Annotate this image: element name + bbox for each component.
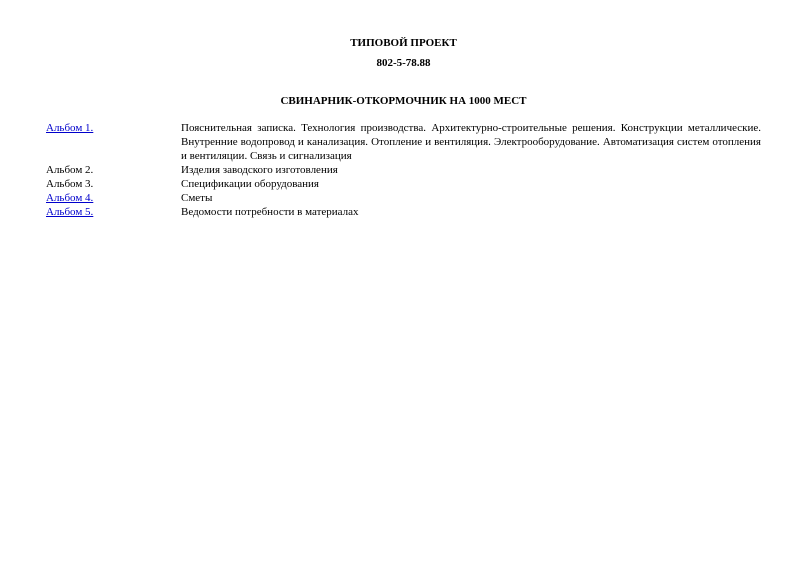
album-5-link[interactable]: Альбом 5. (46, 206, 94, 218)
album-2-label: Альбом 2. (46, 164, 94, 176)
album-row-4 (46, 191, 761, 205)
album-4-link[interactable]: Альбом 4. (46, 192, 94, 204)
album-5-description: Ведомости потребности в материалах (181, 206, 359, 218)
album-1-link[interactable]: Альбом 1. (46, 122, 94, 134)
album-2-description: Изделия заводского изготовления (181, 164, 338, 176)
album-1-description: Пояснительная записка. Технология производства. Архитектурно-строительные решения. Конструкции металлические. Внутренние водопровод и канализация. Отопление и вентиляция. Электрооборудование. Автоматизация систем отопления и вентиляции. Связь и сигнализация (181, 122, 761, 162)
document-title: ТИПОВОЙ ПРОЕКТ (350, 37, 457, 49)
album-row-5 (46, 205, 761, 219)
album-3-description: Спецификации оборудования (181, 178, 319, 190)
project-code: 802-5-78.88 (376, 57, 431, 69)
album-row-3 (46, 177, 761, 191)
album-row-2 (46, 163, 761, 177)
album-row-1 (46, 121, 761, 163)
album-4-description: Сметы (181, 192, 213, 204)
album-list (46, 121, 761, 219)
album-3-label: Альбом 3. (46, 178, 94, 190)
project-subtitle: СВИНАРНИК-ОТКОРМОЧНИК НА 1000 МЕСТ (280, 95, 527, 107)
